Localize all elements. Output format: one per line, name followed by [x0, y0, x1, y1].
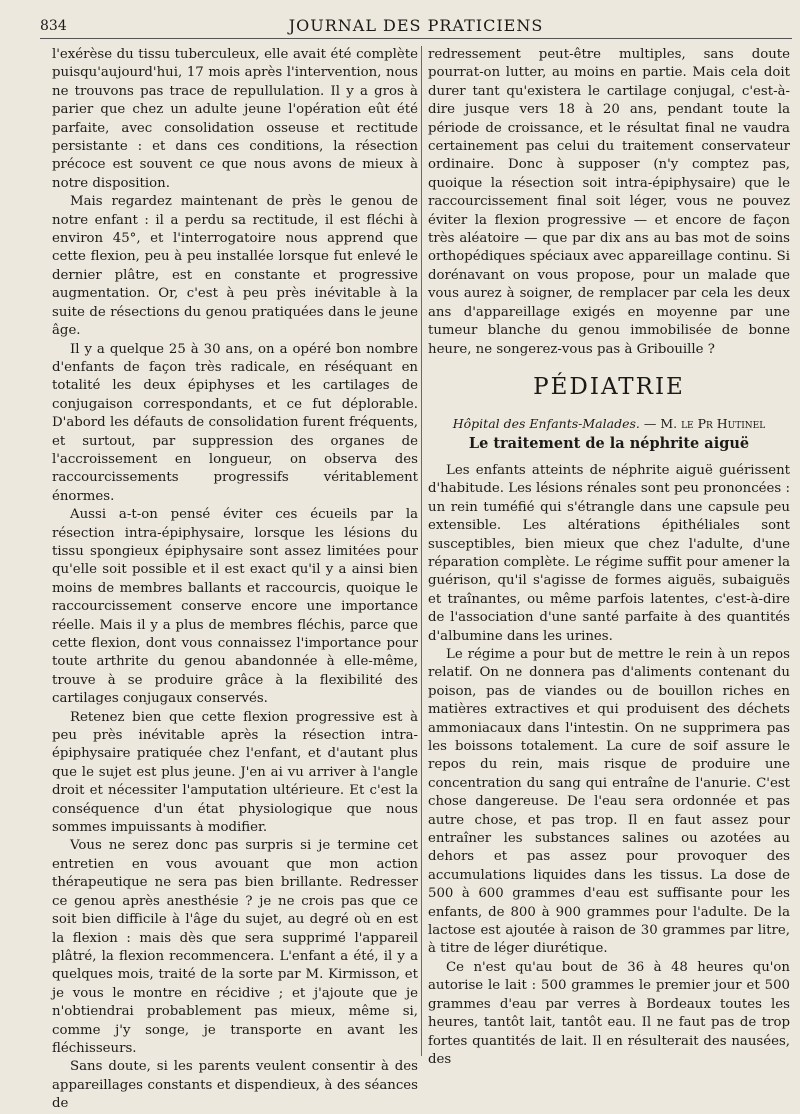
byline-hospital: Hôpital des Enfants-Malades.: [452, 415, 640, 431]
left-paragraph-7: Sans doute, si les parents veulent consentir à des appareillages constants et dispendieux, à des séances de: [52, 1059, 418, 1112]
left-paragraph-1: l'exérèse du tissu tuberculeux, elle avait été complète puisqu'aujourd'hui, 17 mois après l'intervention, nous ne trouvons pas trace de repullulation. Il y a gros à parier que chez un adulte jeune l'opération eût été parfaite, avec consolidation osseuse et rectitude persistante : et dans ces conditions, la résection précoce est souvent ce que nous avons de mieux à notre disposition.: [52, 47, 418, 191]
left-column: [52, 46, 418, 1112]
left-paragraph-5: Retenez bien que cette flexion progressive est à peu près inévitable après la résection intra-épiphysaire pratiquée chez l'enfant, et d'autant plus que le sujet est plus jeune. J'en ai vu arriver à l'angle droit et nécessiter l'amputation ultérieure. Et c'est la conséquence d'un état physiologique que nous sommes impuissants à modifier.: [52, 709, 418, 836]
left-paragraph-2: Mais regardez maintenant de près le genou de notre enfant : il a perdu sa rectitude, il est fléchi à environ 45°, et l'interrogatoire nous apprend que cette flexion, peu à peu installée lorsque fut enlevé le dernier plâtre, est en constante et progressive augmentation. Or, c'est à peu près inévitable à la suite de résections du genou pratiquées dans le jeune âge.: [52, 194, 418, 339]
right-column: [428, 46, 790, 1067]
right-paragraph-2: Les enfants atteints de néphrite aiguë guérissent d'habitude. Les lésions rénales sont peu prononcées : un rein tuméfié qui s'étrangle dans une capsule peu extensible. Les altérations épithéliales sont susceptibles, bien mieux que chez l'adulte, d'une réparation complète. Le régime suffit pour amener la guérison, qu'il s'agisse de formes aiguës, subaiguës et traînantes, ou même parfois latentes, c'est-à-dire de l'association d'une santé parfaite à des quantités d'albumine dans les urines.: [428, 462, 790, 644]
right-paragraph-4: Ce n'est qu'au bout de 36 à 48 heures qu'on autorise le lait : 500 grammes le premier jour et 500 grammes d'eau par verres à Bordeaux toutes les heures, tantôt lait, tantôt eau. Il ne faut pas de trop fortes quantités de lait. Il en résulterait des nausées, des: [428, 959, 790, 1067]
page-header: [40, 14, 792, 39]
section-title: PÉDIATRIE: [533, 373, 685, 400]
byline-author: — M. le Pr Hutinel: [643, 415, 766, 431]
right-paragraph-3: Le régime a pour but de mettre le rein à un repos relatif. On ne donnera pas d'aliments contenant du poison, pas de viandes ou de bouillon riches en matières extractives et qui produisent des déchets ammoniacaux dans l'intestin. On ne supprimera pas les boissons totalement. La cure de soif assure le repos du rein, mais risque de produire une concentration du sang qui entraîne de l'anurie. C'est chose dangereuse. De l'eau sera ordonnée et pas autre chose, et pas trop. Il en faut assez pour entraîner les substances salines ou azotées au dehors et pas assez pour provoquer des accumulations liquides dans les tissus. La dose de 500 à 600 grammes d'eau est suffisante pour les enfants, de 800 à 900 grammes pour l'adulte. De la lactose est ajoutée à raison de 30 grammes par litre, à titre de léger diurétique.: [428, 646, 790, 957]
column-divider: [421, 46, 422, 1056]
article-byline: [428, 415, 790, 433]
page-number: 834: [40, 18, 67, 34]
left-paragraph-3: Il y a quelque 25 à 30 ans, on a opéré bon nombre d'enfants de façon très radicale, en réséquant en totalité les deux épiphyses et les cartilages de conjugaison correspondants, et ce fut déplorable. D'abord les défauts de consolidation furent fréquents, et surtout, par suppression des organes de l'accroissement en longueur, on observa des raccourcissements progressifs véritablement énormes.: [52, 341, 418, 504]
left-paragraph-6: Vous ne serez donc pas surpris si je termine cet entretien en vous avouant que mon action thérapeutique ne sera pas bien brillante. Redresser ce genou après anesthésie ? je ne crois pas que ce soit bien difficile à l'âge du sujet, au degré où en est la flexion : mais dès que sera supprimé l'appareil plâtré, la flexion recommencera. L'enfant a été, il y a quelques mois, traité de la sorte par M. Kirmisson, et je vous le montre en récidive ; et j'ajoute que je n'obtiendrai probablement pas mieux, même si, comme j'y songe, je transporte en avant les fléchisseurs.: [52, 838, 418, 1056]
article-title: Le traitement de la néphrite aiguë: [468, 434, 750, 452]
left-paragraph-4: Aussi a-t-on pensé éviter ces écueils par la résection intra-épiphysaire, lorsque les lésions du tissu spongieux épiphysaire sont assez limitées pour qu'elle soit possible et il est exact qu'il y a ainsi bien moins de membres ballants et raccourcis, quoique le raccourcissement conserve encore une importance réelle. Mais il y a plus de membres fléchis, parce que cette flexion, dont vous connaissez l'importance pour toute arthrite du genou abandonnée à elle-même, trouve à se produire grâce à la flexibilité des cartilages conjugaux conservés.: [52, 507, 418, 707]
journal-title: JOURNAL DES PRATICIENS: [288, 16, 544, 35]
right-paragraph-1: redressement peut-être multiples, sans doute pourrat-on lutter, au moins en partie. Mais cela doit durer tant qu'existera le cartilage conjugal, c'est-à-dire jusque vers 18 à 20 ans, pendant toute la période de croissance, et le résultat final ne vaudra certainement pas celui du traitement conservateur ordinaire. Donc à supposer (n'y comptez pas, quoique la résection soit intra-épiphysaire) que le raccourcissement final soit léger, vous ne pouvez éviter la flexion progressive — et encore de façon très aléatoire — que par dix ans au bas mot de soins orthopédiques spéciaux avec appareillage continu. Si dorénavant on vous propose, pour un malade que vous aurez à soigner, de remplacer par cela les deux ans d'appareillage exigés en moyenne par une tumeur blanche du genou immobilisée de bonne heure, ne songerez-vous pas à Gribouille ?: [428, 47, 790, 357]
